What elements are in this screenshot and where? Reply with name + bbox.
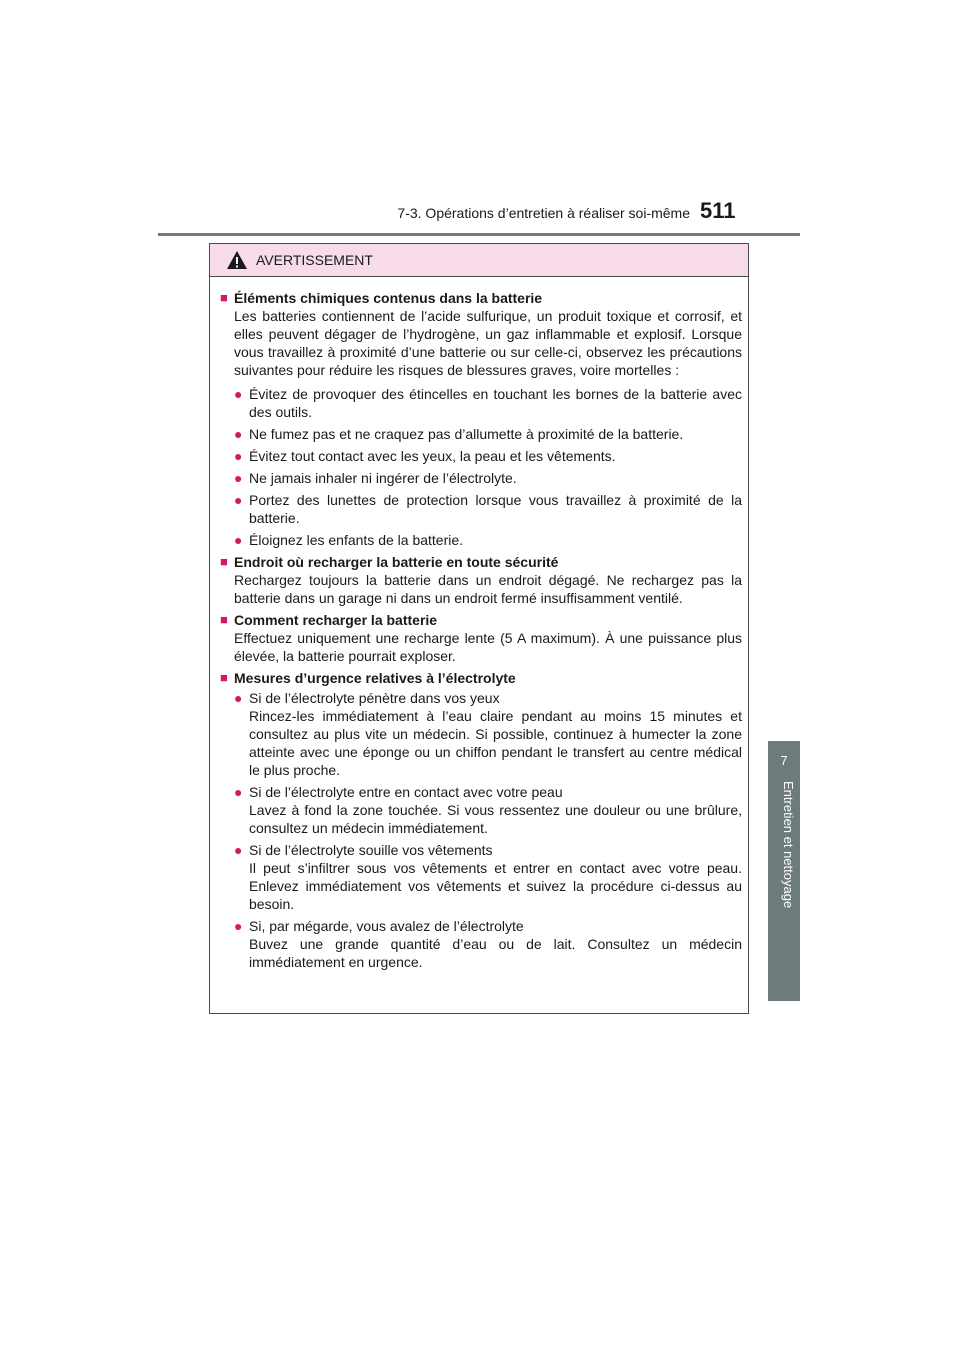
list-item	[234, 425, 742, 443]
list-item	[234, 917, 742, 971]
list-item-body: Portez des lunettes de protection lorsque vous travaillez à proximité de la batterie.	[249, 492, 742, 526]
section-title-text: Endroit où recharger la batterie en toute sécurité	[234, 554, 559, 570]
round-bullet-icon: ●	[234, 386, 243, 402]
warning-section	[220, 289, 742, 549]
list-item-body: Il peut s’infiltrer sous vos vêtements et entrer en contact avec votre peau. Enlevez immédiatement vos vêtements et suivez la procédure ci-dessus au besoin.	[249, 860, 742, 912]
section-title	[220, 669, 742, 687]
list-item-lead: Si de l’électrolyte souille vos vêtements	[249, 842, 493, 858]
bullet-list	[234, 689, 742, 971]
chapter-number: 7	[780, 753, 788, 768]
header-rule	[158, 233, 800, 236]
section-title	[220, 289, 742, 307]
square-bullet-icon: ■	[220, 554, 228, 569]
warning-section	[220, 611, 742, 665]
section-title	[220, 611, 742, 629]
list-item-text	[249, 385, 742, 421]
page-number: 511	[700, 198, 736, 223]
square-bullet-icon: ■	[220, 612, 228, 627]
list-item-body: Rincez-les immédiatement à l’eau claire pendant au moins 15 minutes et consultez au plus vite un médecin. Si possible, continuez à humecter la zone atteinte avec une éponge ou un chiffon pendant le transfert au centre médical le plus proche.	[249, 708, 742, 778]
square-bullet-icon: ■	[220, 290, 228, 305]
round-bullet-icon: ●	[234, 470, 243, 486]
round-bullet-icon: ●	[234, 448, 243, 464]
warning-triangle-icon	[226, 250, 248, 270]
section-paragraph: Effectuez uniquement une recharge lente (5 A maximum). À une puissance plus élevée, la batterie pourrait exploser.	[234, 630, 742, 664]
round-bullet-icon: ●	[234, 842, 243, 858]
list-item	[234, 783, 742, 837]
list-item-text	[249, 447, 742, 465]
list-item-body: Buvez une grande quantité d’eau ou de lait. Consultez un médecin immédiatement en urgence.	[249, 936, 742, 970]
square-bullet-icon: ■	[220, 670, 228, 685]
list-item	[234, 531, 742, 549]
list-item-text	[249, 689, 742, 779]
list-item	[234, 689, 742, 779]
section-paragraph: Rechargez toujours la batterie dans un endroit dégagé. Ne rechargez pas la batterie dans un garage ni dans un endroit fermé insuffisamment ventilé.	[234, 572, 742, 606]
round-bullet-icon: ●	[234, 532, 243, 548]
list-item-body: Évitez de provoquer des étincelles en touchant les bornes de la batterie avec des outils.	[249, 386, 742, 420]
list-item-lead: Si de l’électrolyte entre en contact avec votre peau	[249, 784, 563, 800]
list-item-text	[249, 491, 742, 527]
list-item-body: Éloignez les enfants de la batterie.	[249, 532, 464, 548]
section-title	[220, 553, 742, 571]
list-item-body: Lavez à fond la zone touchée. Si vous ressentez une douleur ou une brûlure, consultez un médecin immédiatement.	[249, 802, 742, 836]
page-header-section: 7-3. Opérations d’entretien à réaliser soi-même	[397, 205, 690, 221]
list-item-text	[249, 531, 742, 549]
list-item	[234, 491, 742, 527]
warning-section	[220, 669, 742, 971]
list-item-body: Ne jamais inhaler ni ingérer de l’électrolyte.	[249, 470, 517, 486]
section-title-text: Mesures d’urgence relatives à l’électrolyte	[234, 670, 516, 686]
warning-body	[210, 277, 748, 971]
list-item-text	[249, 917, 742, 971]
round-bullet-icon: ●	[234, 492, 243, 508]
round-bullet-icon: ●	[234, 784, 243, 800]
round-bullet-icon: ●	[234, 690, 243, 706]
list-item-lead: Si de l’électrolyte pénètre dans vos yeux	[249, 690, 500, 706]
list-item	[234, 385, 742, 421]
warning-section	[220, 553, 742, 607]
list-item-text	[249, 841, 742, 913]
bullet-list	[234, 385, 742, 549]
section-paragraph: Les batteries contiennent de l’acide sulfurique, un produit toxique et corrosif, et elles peuvent dégager de l’hydrogène, un gaz inflammable et explosif. Lorsque vous travaillez à proximité d’une batterie ou sur celle-ci, observez les précautions suivantes pour réduire les risques de blessures graves, voire mortelles :	[234, 308, 742, 378]
list-item-body: Évitez tout contact avec les yeux, la peau et les vêtements.	[249, 448, 616, 464]
list-item-text	[249, 783, 742, 837]
chapter-side-tab	[768, 741, 800, 1001]
list-item	[234, 469, 742, 487]
list-item-lead: Si, par mégarde, vous avalez de l’électrolyte	[249, 918, 524, 934]
list-item-text	[249, 425, 742, 443]
section-title-text: Comment recharger la batterie	[234, 612, 438, 628]
warning-header	[210, 244, 748, 277]
list-item	[234, 447, 742, 465]
warning-title: AVERTISSEMENT	[256, 252, 373, 268]
list-item-text	[249, 469, 742, 487]
list-item-body: Ne fumez pas et ne craquez pas d’allumette à proximité de la batterie.	[249, 426, 684, 442]
round-bullet-icon: ●	[234, 426, 243, 442]
list-item	[234, 841, 742, 913]
warning-box	[209, 243, 749, 1014]
section-title-text: Éléments chimiques contenus dans la batterie	[234, 290, 543, 306]
round-bullet-icon: ●	[234, 918, 243, 934]
chapter-title: Entretien et nettoyage	[781, 781, 796, 909]
